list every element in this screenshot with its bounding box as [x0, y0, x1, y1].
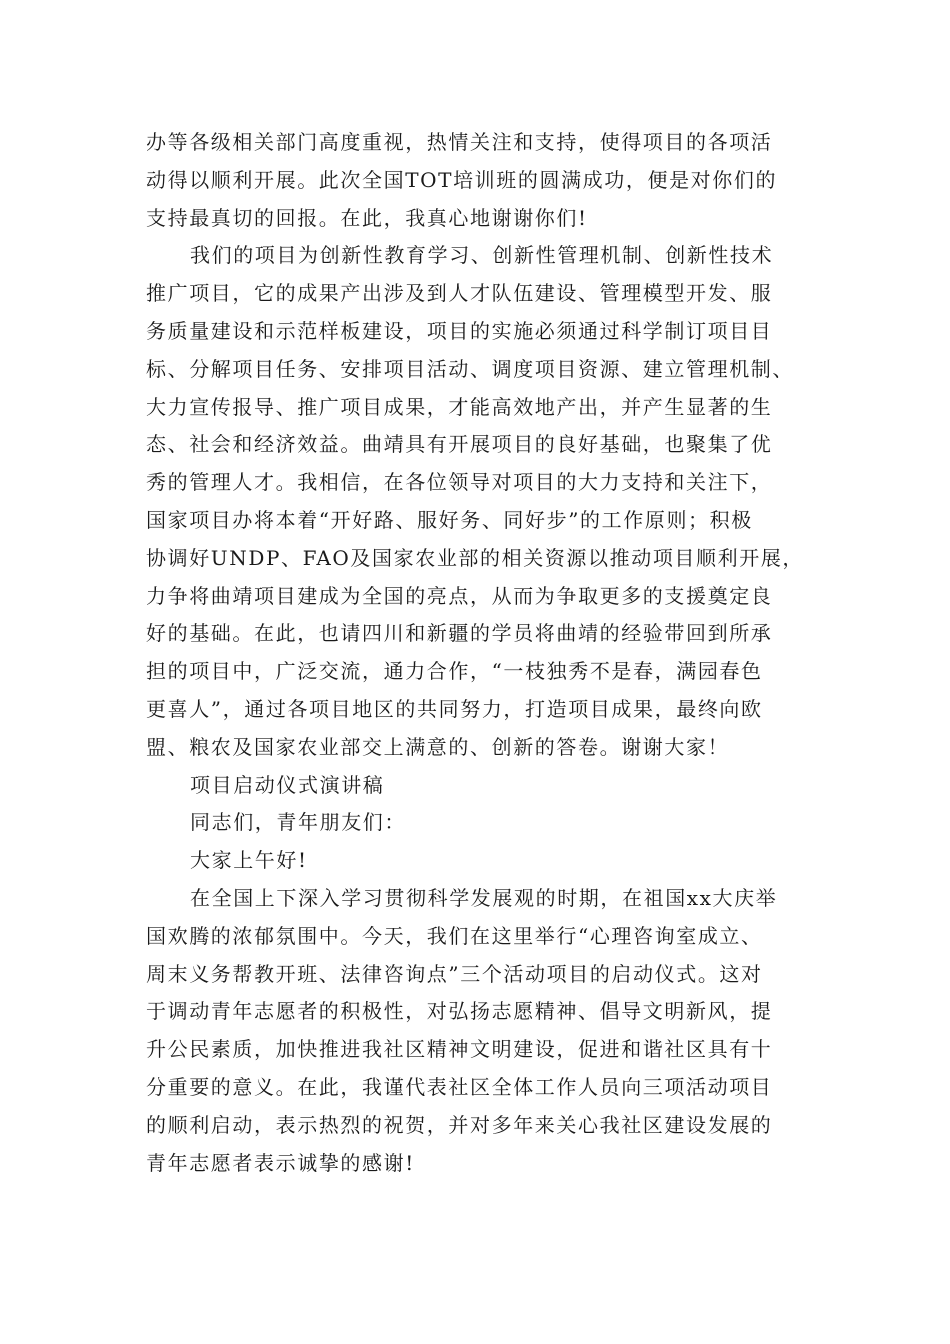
text-line: 同志们，青年朋友们：: [190, 810, 406, 835]
text-line: 更喜人”，通过各项目地区的共同努力，打造项目成果，最终向欧: [146, 696, 763, 721]
text-line: 动得以顺利开展。此次全国TOT培训班的圆满成功，便是对你们的: [146, 167, 778, 192]
text-line: 推广项目，它的成果产出涉及到人才队伍建设、管理模型开发、服: [146, 281, 773, 306]
text-line: 盟、粮农及国家农业部交上满意的、创新的答卷。谢谢大家！: [146, 734, 730, 759]
text-line: 大家上午好!: [190, 848, 308, 873]
text-line: 协调好UNDP、FAO及国家农业部的相关资源以推动项目顺利开展，: [146, 545, 805, 570]
text-line: 的顺利启动，表示热烈的祝贺，并对多年来关心我社区建设发展的: [146, 1112, 773, 1137]
text-line: 在全国上下深入学习贯彻科学发展观的时期，在祖国xx大庆举: [190, 885, 778, 910]
text-line: 担的项目中，广泛交流，通力合作，“一枝独秀不是春，满园春色: [146, 659, 763, 684]
text-line: 周末义务帮教开班、法律咨询点”三个活动项目的启动仪式。这对: [146, 961, 763, 986]
text-line: 国家项目办将本着“开好路、服好务、同好步”的工作原则；积极: [146, 507, 753, 532]
text-line: 分重要的意义。在此，我谨代表社区全体工作人员向三项活动项目: [146, 1074, 773, 1099]
text-line: 升公民素质，加快推进我社区精神文明建设，促进和谐社区具有十: [146, 1037, 773, 1062]
document-body: [146, 124, 826, 1182]
text-line: 态、社会和经济效益。曲靖具有开展项目的良好基础，也聚集了优: [146, 432, 773, 457]
text-line: 大力宣传报导、推广项目成果，才能高效地产出，并产生显著的生: [146, 394, 773, 419]
text-line: 秀的管理人才。我相信，在各位领导对项目的大力支持和关注下，: [146, 470, 773, 495]
text-line: 于调动青年志愿者的积极性，对弘扬志愿精神、倡导文明新风，提: [146, 999, 773, 1024]
text-line: 力争将曲靖项目建成为全国的亮点，从而为争取更多的支援奠定良: [146, 583, 773, 608]
text-line: 办等各级相关部门高度重视，热情关注和支持，使得项目的各项活: [146, 130, 773, 154]
text-line: 标、分解项目任务、安排项目活动、调度项目资源、建立管理机制、: [146, 356, 794, 381]
text-line: 我们的项目为创新性教育学习、创新性管理机制、创新性技术: [190, 243, 774, 268]
text-line: 项目启动仪式演讲稿: [190, 772, 385, 797]
text-line: 青年志愿者表示诚挚的感谢!: [146, 1150, 415, 1175]
text-line: 支持最真切的回报。在此，我真心地谢谢你们!: [146, 205, 588, 230]
text-line: 务质量建设和示范样板建设，项目的实施必须通过科学制订项目目: [146, 318, 773, 343]
text-line: 好的基础。在此，也请四川和新疆的学员将曲靖的经验带回到所承: [146, 621, 773, 646]
text-line: 国欢腾的浓郁氛围中。今天，我们在这里举行“心理咨询室成立、: [146, 923, 763, 948]
